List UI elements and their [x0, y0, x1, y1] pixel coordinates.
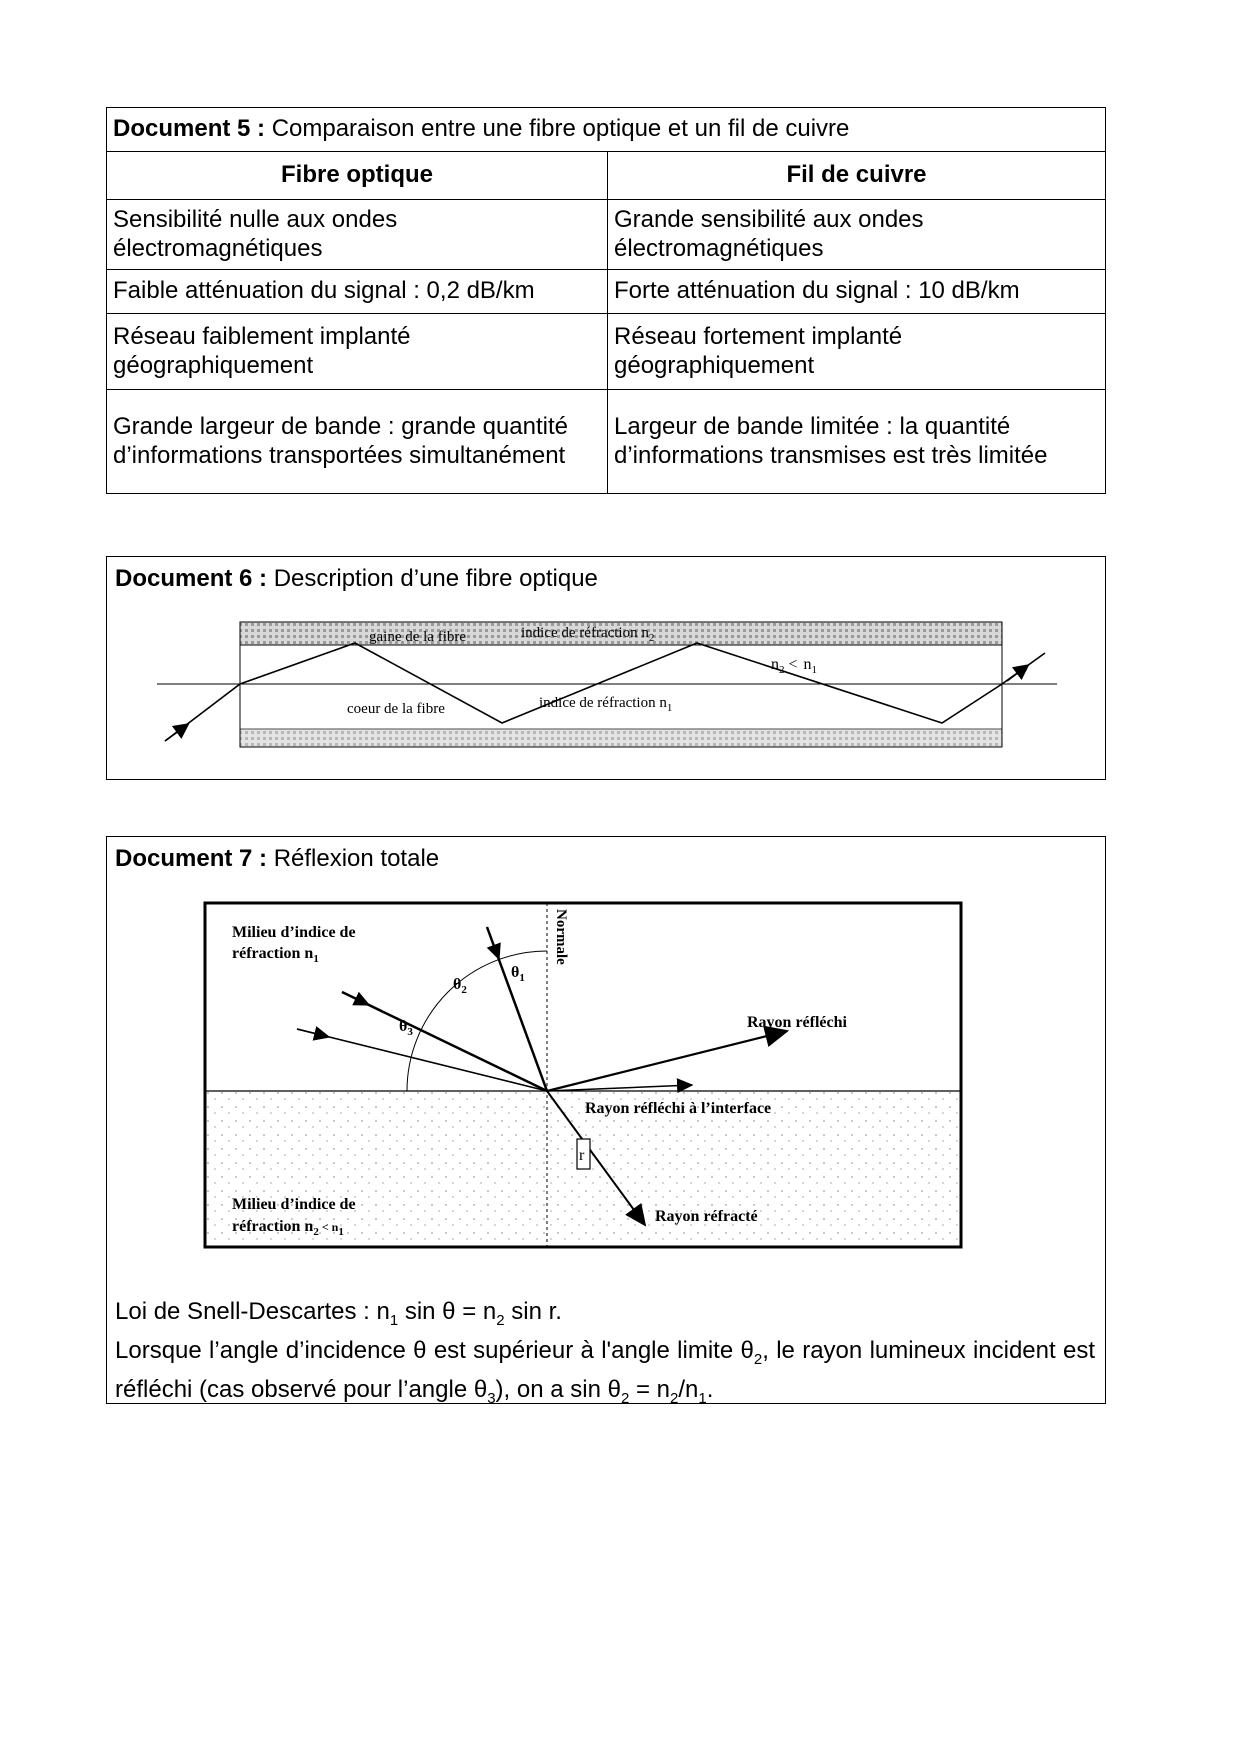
table-cell: Forte atténuation du signal : 10 dB/km [608, 270, 1106, 314]
doc6-label: Document 6 : [115, 565, 268, 592]
n2-lt-n1-label: $n_2 < n_1$ [771, 656, 818, 676]
law-line-1: Loi de Snell-Descartes : $n_1$ $\sin \theta = n_2$ sin r. [115, 1298, 562, 1329]
header-fibre: Fibre optique [107, 151, 608, 199]
doc6-box [106, 556, 1106, 780]
table-cell: Grande sensibilité aux ondes électromagnétiques [608, 199, 1106, 270]
milieu1-line1: Milieu d’indice de [232, 924, 356, 941]
doc5-title: Comparaison entre une fibre optique et un fil de cuivre [271, 115, 850, 142]
snell-law-text [115, 1297, 1095, 1413]
theta1-label: $\theta_1$ [511, 964, 525, 984]
normale-label: Normale [553, 909, 569, 965]
comparison-table [106, 107, 1106, 494]
exit-arrow-icon [1007, 666, 1027, 681]
table-cell: Réseau fortement implanté géographiquement [608, 314, 1106, 390]
reflected-ray [547, 1031, 787, 1091]
doc5-label: Document 5 : [113, 115, 266, 142]
incident-ray-3 [297, 1029, 547, 1091]
rayon-refracte-label: Rayon réfracté [655, 1208, 758, 1225]
fibre-diagram [107, 557, 1105, 779]
doc7-box [106, 836, 1106, 1407]
doc7-title: Réflexion totale [273, 845, 440, 872]
arrow-icon [487, 927, 499, 959]
indice-n2-label: indice de réfraction $n_2$ [521, 625, 655, 644]
header-cuivre: Fil de cuivre [608, 151, 1106, 199]
angle-arc [407, 951, 547, 1091]
law-line-2: Lorsque l’angle d’incidence θ est supérieur à l'angle limite $\theta_2$, le rayon lumineux incident est réfléchi (cas observé pour l’angle $\theta_3$), on a $\sin \theta_2 = n_2/n_1$. [115, 1336, 1096, 1407]
entry-arrow-icon [165, 725, 187, 741]
arrow-icon [342, 992, 369, 1005]
coeur-label: coeur de la fibre [347, 701, 445, 717]
gaine-bottom [240, 729, 1002, 747]
table-cell: Sensibilité nulle aux ondes électromagnétiques [107, 199, 608, 270]
milieu1-line2: réfraction $n_1$ [232, 945, 319, 965]
arrow-icon [297, 1029, 329, 1037]
doc5-caption [107, 108, 1106, 152]
table-cell: Largeur de bande limitée : la quantité d’informations transmises est très limitée [608, 390, 1106, 494]
milieu2-line1: Milieu d’indice de [232, 1196, 356, 1213]
table-cell: Faible atténuation du signal : 0,2 dB/km [107, 270, 608, 314]
theta3-label: $\theta_3$ [399, 1018, 413, 1038]
doc6-title: Description d’une fibre optique [273, 565, 598, 592]
milieu2-line2: réfraction $n_2$ $^{< n}_1$ [232, 1218, 344, 1238]
indice-n1-label: indice de réfraction $n_1$ [539, 695, 673, 714]
theta2-label: $\theta_2$ [453, 976, 467, 996]
r-label: r [579, 1147, 585, 1164]
table-cell: Réseau faiblement implanté géographiquement [107, 314, 608, 390]
reflexion-diagram [107, 837, 1105, 1297]
rayon-interface-label: Rayon réfléchi à l’interface [585, 1100, 772, 1117]
table-cell: Grande largeur de bande : grande quantité d’informations transportées simultanément [107, 390, 608, 494]
gaine-label: gaine de la fibre [369, 629, 467, 645]
doc7-label: Document 7 : [115, 845, 268, 872]
rayon-reflechi-label: Rayon réfléchi [747, 1014, 847, 1031]
light-ray [165, 643, 1045, 741]
